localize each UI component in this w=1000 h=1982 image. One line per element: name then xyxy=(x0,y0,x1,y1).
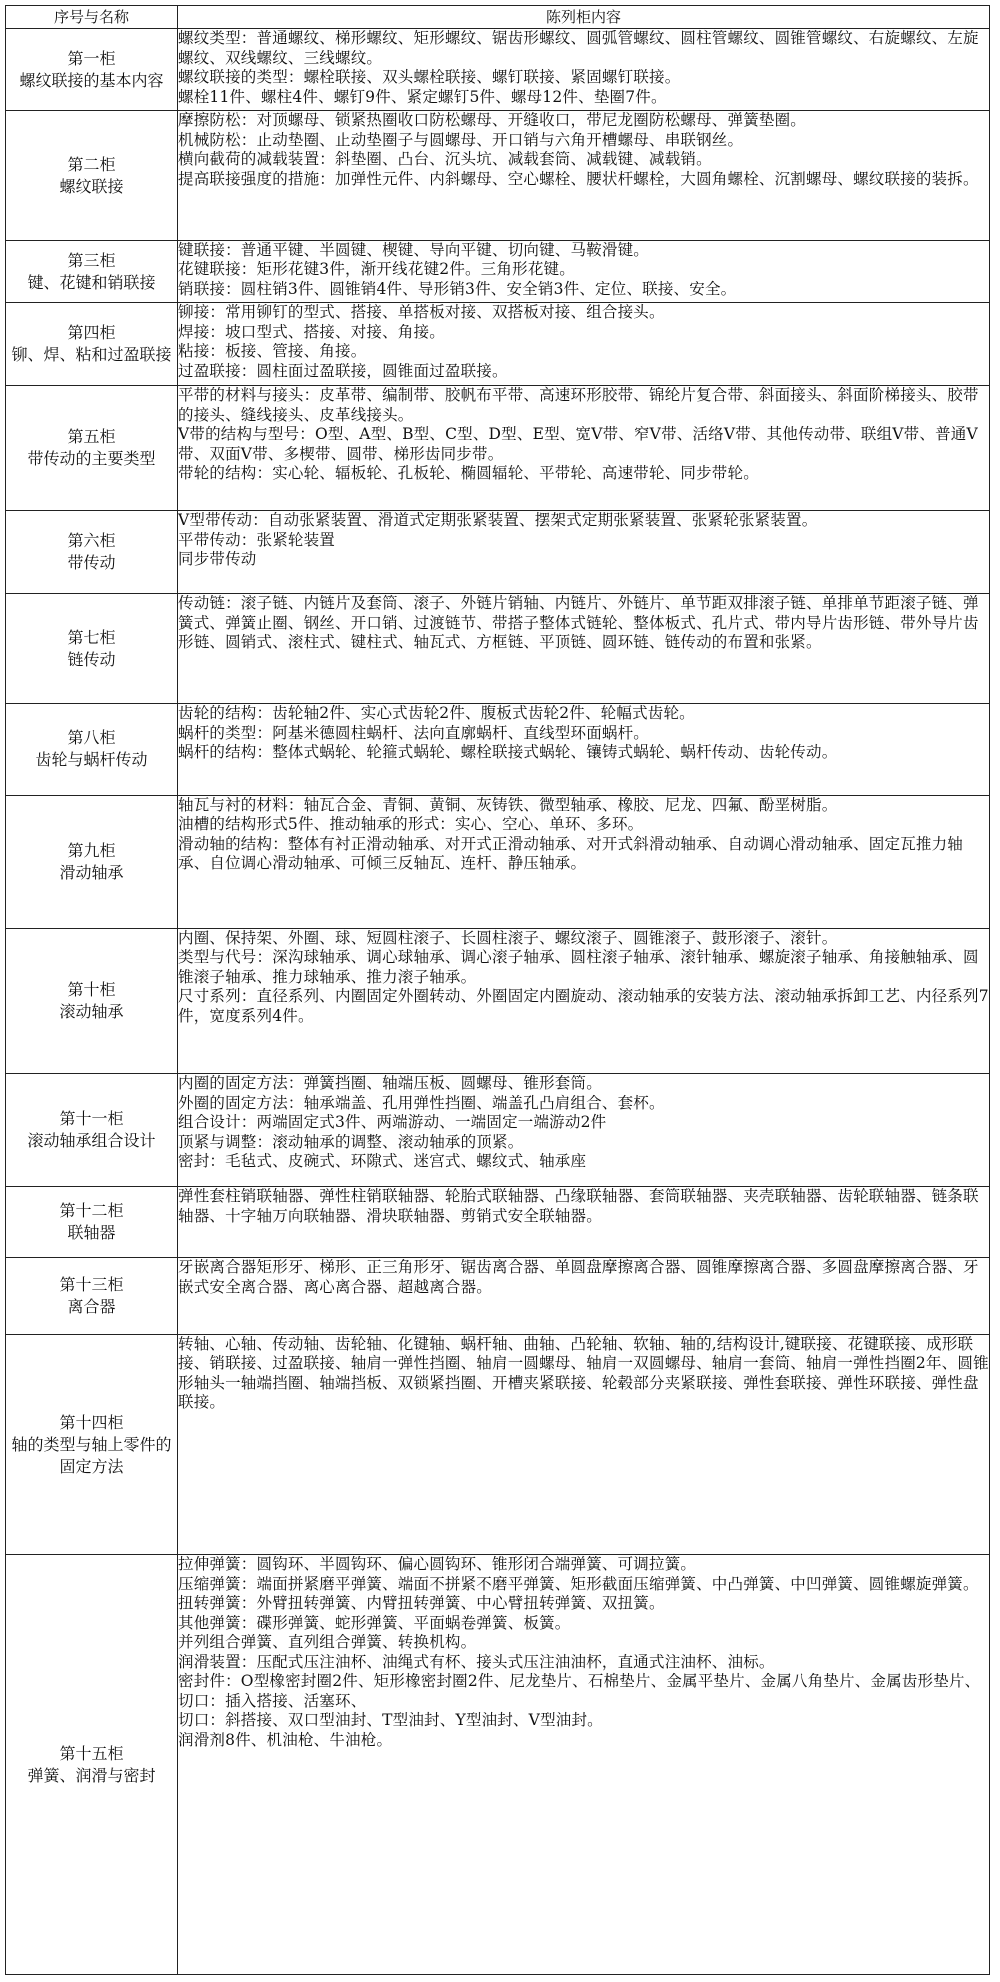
cabinet-number: 第四柜 xyxy=(67,323,116,343)
cabinet-content-cell xyxy=(178,1074,990,1187)
content-line: 铆接：常用铆钉的型式、搭接、单搭板对接、双搭板对接、组合接头。 xyxy=(178,303,665,322)
cabinet-title: 滚动轴承组合设计 xyxy=(27,1131,156,1151)
content-line: 密封件：O型橡密封圈2件、矩形橡密封圈2件、尼龙垫片、石棉垫片、金属平垫片、金属八角垫片、金属齿形垫片、切口：插入搭接、活塞环、 xyxy=(178,1672,981,1710)
cabinet-content-cell xyxy=(178,386,990,511)
content-line: 内圈、保持架、外圈、球、短圆柱滚子、长圆柱滚子、螺纹滚子、圆锥滚子、鼓形滚子、滚针。 xyxy=(178,928,838,947)
exhibit-cabinet-table xyxy=(5,5,990,1975)
cabinet-name-cell xyxy=(6,1187,178,1258)
cabinet-name-cell xyxy=(6,928,178,1073)
content-line: 同步带传动 xyxy=(178,550,257,569)
cabinet-name-cell xyxy=(6,1555,178,1975)
cabinet-content-cell xyxy=(178,795,990,928)
content-line: 粘接：板接、管接、角接。 xyxy=(178,342,367,361)
content-line: 平带传动：张紧轮装置 xyxy=(178,530,336,549)
cabinet-content-cell xyxy=(178,1187,990,1258)
cabinet-title: 螺纹联接的基本内容 xyxy=(19,70,164,90)
content-line: 螺纹联接的类型：螺栓联接、双头螺栓联接、螺钉联接、紧固螺钉联接。 xyxy=(178,68,681,86)
cabinet-content-cell xyxy=(178,594,990,704)
content-line: 其他弹簧：碟形弹簧、蛇形弹簧、平面蜗卷弹簧、板簧。 xyxy=(178,1613,571,1632)
content-line: 蜗杆的结构：整体式蜗轮、轮箍式蜗轮、螺栓联接式蜗轮、镶铸式蜗轮、蜗杆传动、齿轮传动。 xyxy=(178,743,838,762)
content-line: 组合设计：两端固定式3件、两端游动、一端固定一端游动2件 xyxy=(178,1113,607,1132)
content-line: 尺寸系列：直径系列、内圈固定外圈转动、外圈固定内圈旋动、滚动轴承的安装方法、滚动轴承拆卸工艺、内径系列7件，宽度系列4件。 xyxy=(178,987,989,1025)
cabinet-content-cell xyxy=(178,704,990,795)
content-line: 螺栓11件、螺柱4件、螺钉9件、紧定螺钉5件、螺母12件、垫圈7件。 xyxy=(178,87,667,106)
content-line: 过盈联接：圆柱面过盈联接，圆锥面过盈联接。 xyxy=(178,361,508,380)
cabinet-number: 第六柜 xyxy=(67,531,116,551)
content-line: 提高联接强度的措施：加弹性元件、内斜螺母、空心螺栓、腰状杆螺栓，大圆角螺栓、沉割螺母、螺纹联接的装拆。 xyxy=(178,169,979,188)
cabinet-content-cell xyxy=(178,511,990,594)
table-row xyxy=(6,594,990,704)
cabinet-content-cell xyxy=(178,29,990,111)
content-line: 油槽的结构形式5件、推动轴承的形式：实心、空心、单环、多环。 xyxy=(178,815,644,834)
content-line: 轴瓦与衬的材料：轴瓦合金、青铜、黄铜、灰铸铁、微型轴承、橡胶、尼龙、四氟、酚垩树脂。 xyxy=(178,795,838,814)
content-line: 蜗杆的类型：阿基米德圆柱蜗杆、法向直廓蜗杆、直线型环面蜗杆。 xyxy=(178,723,650,742)
content-line: 转轴、心轴、传动轴、齿轮轴、化键轴、蜗杆轴、曲轴、凸轮轴、软轴、轴的,结构设计,键联接、花键联接、成形联接、销联接、过盈联接、轴肩一弹性挡圈、轴肩一圆螺母、轴肩一双圆螺母、轴肩一套筒、轴肩一弹性挡圈2年、圆锥形轴头一轴端挡圈、轴端挡板、双锁紧挡圈、开槽夹紧联接、轮毂部分夹紧联接、弹性套联接、弹性环联接、弹性盘联接。 xyxy=(178,1334,989,1412)
cabinet-name-cell xyxy=(6,511,178,594)
content-line: 带轮的结构：实心轮、辐板轮、孔板轮、椭圆辐轮、平带轮、高速带轮、同步带轮。 xyxy=(178,464,759,483)
cabinet-title: 链传动 xyxy=(67,649,116,669)
cabinet-title: 键、花键和销联接 xyxy=(27,272,156,292)
table-row xyxy=(6,1555,990,1975)
content-line: 销联接：圆柱销3件、圆锥销4件、导形销3件、安全销3件、定位、联接、安全。 xyxy=(178,279,737,298)
cabinet-name-cell xyxy=(6,795,178,928)
content-line: 外圈的固定方法：轴承端盖、孔用弹性挡圈、端盖孔凸肩组合、套杯。 xyxy=(178,1093,665,1112)
cabinet-number: 第一柜 xyxy=(67,48,116,68)
content-line: 花键联接：矩形花键3件，渐开线花键2件。三角形花键。 xyxy=(178,260,575,279)
content-line: 滑动轴的结构：整体有衬正滑动轴承、对开式正滑动轴承、对开式斜滑动轴承、自动调心滑动轴承、固定瓦推力轴承、自位调心滑动轴承、可倾三反轴瓦、连杆、静压轴承。 xyxy=(178,834,964,873)
content-line: 弹性套柱销联轴器、弹性柱销联轴器、轮胎式联轴器、凸缘联轴器、套筒联轴器、夹壳联轴器、齿轮联轴器、链条联轴器、十字轴万向联轴器、滑块联轴器、剪销式安全联轴器。 xyxy=(178,1187,979,1225)
cabinet-title: 轴的类型与轴上零件的固定方法 xyxy=(11,1434,172,1476)
table-row xyxy=(6,1334,990,1554)
cabinet-title: 滑动轴承 xyxy=(59,862,124,882)
cabinet-number: 第十二柜 xyxy=(59,1201,124,1221)
cabinet-title: 螺纹联接 xyxy=(59,176,124,196)
cabinet-content-cell xyxy=(178,240,990,302)
content-line: 压缩弹簧：端面拼紧磨平弹簧、端面不拼紧不磨平弹簧、矩形截面压缩弹簧、中凸弹簧、中凹弹簧、圆锥螺旋弹簧。 xyxy=(178,1574,979,1593)
cabinet-content-cell xyxy=(178,1258,990,1335)
table-row xyxy=(6,1187,990,1258)
cabinet-number: 第十四柜 xyxy=(59,1412,124,1432)
cabinet-number: 第八柜 xyxy=(67,728,116,748)
cabinet-title: 齿轮与蜗杆传动 xyxy=(35,750,148,770)
cabinet-number: 第三柜 xyxy=(67,250,116,270)
content-line: 摩擦防松：对顶螺母、锁紧热圈收口防松螺母、开缝收口，带尼龙圈防松螺母、弹簧垫圈。 xyxy=(178,111,807,130)
cabinet-content-cell xyxy=(178,111,990,241)
content-line: 并列组合弹簧、直列组合弹簧、转换机构。 xyxy=(178,1633,477,1652)
cabinet-number: 第五柜 xyxy=(67,427,116,447)
cabinet-name-cell xyxy=(6,240,178,302)
cabinet-title: 带传动的主要类型 xyxy=(27,449,156,469)
table-row xyxy=(6,511,990,594)
content-line: 螺纹类型：普通螺纹、梯形螺纹、矩形螺纹、锯齿形螺纹、圆弧管螺纹、圆柱管螺纹、圆锥管螺纹、右旋螺纹、左旋螺纹、双线螺纹、三线螺纹。 xyxy=(178,29,979,67)
cabinet-number: 第七柜 xyxy=(67,627,116,647)
content-line: 密封：毛毡式、皮碗式、环隙式、迷宫式、螺纹式、轴承座 xyxy=(178,1152,587,1171)
content-line: 润滑装置：压配式压注油杯、油绳式有杯、接头式压注油油杯，直通式注油杯、油标。 xyxy=(178,1652,775,1671)
cabinet-title: 带传动 xyxy=(67,553,116,573)
content-line: 内圈的固定方法：弹簧挡圈、轴端压板、圆螺母、锥形套筒。 xyxy=(178,1074,602,1093)
table-row xyxy=(6,29,990,111)
cabinet-name-cell xyxy=(6,29,178,111)
table-row xyxy=(6,303,990,386)
cabinet-number: 第十三柜 xyxy=(59,1274,124,1294)
table-row xyxy=(6,240,990,302)
cabinet-title: 铆、焊、粘和过盈联接 xyxy=(11,345,172,365)
table-row xyxy=(6,111,990,241)
cabinet-name-cell xyxy=(6,1074,178,1187)
cabinet-name-cell xyxy=(6,303,178,386)
cabinet-number: 第十五柜 xyxy=(59,1743,124,1763)
table-row xyxy=(6,928,990,1073)
cabinet-number: 第十柜 xyxy=(67,979,116,999)
content-line: 牙嵌离合器矩形牙、梯形、正三角形牙、锯齿离合器、单圆盘摩擦离合器、圆锥摩擦离合器、多圆盘摩擦离合器、牙嵌式安全离合器、离心离合器、超越离合器。 xyxy=(178,1258,979,1296)
content-line: 润滑剂8件、机油枪、牛油枪。 xyxy=(178,1730,393,1749)
cabinet-content-cell xyxy=(178,303,990,386)
table-row xyxy=(6,386,990,511)
content-line: 传动链：滚子链、内链片及套筒、滚子、外链片销轴、内链片、外链片、单节距双排滚子链、单排单节距滚子链、弹簧式、弹簧止圈、钢丝、开口销、过渡链节、带搭子整体式链轮、整体板式、孔片式、带内导片齿形链、带外导片齿形链、圆销式、滚柱式、键柱式、轴瓦式、方框链、平顶链、圆环链、链传动的布置和张紧。 xyxy=(178,594,979,652)
cabinet-name-cell xyxy=(6,594,178,704)
cabinet-number: 第十一柜 xyxy=(59,1109,124,1129)
cabinet-name-cell xyxy=(6,111,178,241)
content-line: 切口：斜搭接、双口型油封、T型油封、Y型油封、V型油封。 xyxy=(178,1711,603,1730)
content-line: 平带的材料与接头：皮革带、编制带、胶帆布平带、高速环形胶带、锦纶片复合带、斜面接头、斜面阶梯接头、胶带的接头、缝线接头、皮革线接头。 xyxy=(178,386,979,424)
cabinet-name-cell xyxy=(6,1258,178,1335)
content-line: 扭转弹簧：外臂扭转弹簧、内臂扭转弹簧、中心臂扭转弹簧、双扭簧。 xyxy=(178,1594,665,1613)
cabinet-title: 弹簧、润滑与密封 xyxy=(27,1765,156,1785)
table-row xyxy=(6,704,990,795)
table-row xyxy=(6,1074,990,1187)
cabinet-content-cell xyxy=(178,928,990,1073)
cabinet-name-cell xyxy=(6,386,178,511)
content-line: 机械防松：止动垫圈、止动垫圈子与圆螺母、开口销与六角开槽螺母、串联钢丝。 xyxy=(178,130,744,149)
cabinet-title: 滚动轴承 xyxy=(59,1001,124,1021)
table-header-row xyxy=(6,6,990,29)
header-number-name: 序号与名称 xyxy=(6,6,178,29)
cabinet-name-cell xyxy=(6,1334,178,1554)
content-line: V型带传动：自动张紧装置、滑道式定期张紧装置、摆架式定期张紧装置、张紧轮张紧装置。 xyxy=(178,511,818,530)
content-line: 键联接：普通平键、半圆键、楔键、导向平键、切向键、马鞍滑键。 xyxy=(178,240,650,259)
cabinet-number: 第九柜 xyxy=(67,840,116,860)
content-line: 横向截荷的减载装置：斜垫圈、凸台、沉头坑、减载套筒、减载键、减载销。 xyxy=(178,150,712,169)
cabinet-title: 离合器 xyxy=(67,1296,116,1316)
cabinet-content-cell xyxy=(178,1555,990,1975)
content-line: 拉伸弹簧：圆钩环、半圆钩环、偏心圆钩环、锥形闭合端弹簧、可调拉簧。 xyxy=(178,1555,697,1574)
cabinet-name-cell xyxy=(6,704,178,795)
content-line: 顶紧与调整：滚动轴承的调整、滚动轴承的顶紧。 xyxy=(178,1132,524,1151)
table-row xyxy=(6,1258,990,1335)
cabinet-number: 第二柜 xyxy=(67,154,116,174)
table-row xyxy=(6,795,990,928)
cabinet-content-cell xyxy=(178,1334,990,1554)
cabinet-title: 联轴器 xyxy=(67,1223,116,1243)
content-line: 齿轮的结构：齿轮轴2件、实心式齿轮2件、腹板式齿轮2件、轮幅式齿轮。 xyxy=(178,704,695,723)
header-content: 陈列柜内容 xyxy=(178,6,990,29)
content-line: V带的结构与型号：O型、A型、B型、C型、D型、E型、宽V带、窄V带、活络V带、其他传动带、联组V带、普通V带、双面V带、多楔带、圆带、梯形齿同步带。 xyxy=(178,425,978,463)
content-line: 焊接：坡口型式、搭接、对接、角接。 xyxy=(178,322,445,341)
content-line: 类型与代号：深沟球轴承、调心球轴承、调心滚子轴承、圆柱滚子轴承、滚针轴承、螺旋滚子轴承、角接触轴承、圆锥滚子轴承、推力球轴承、推力滚子轴承。 xyxy=(178,948,979,986)
